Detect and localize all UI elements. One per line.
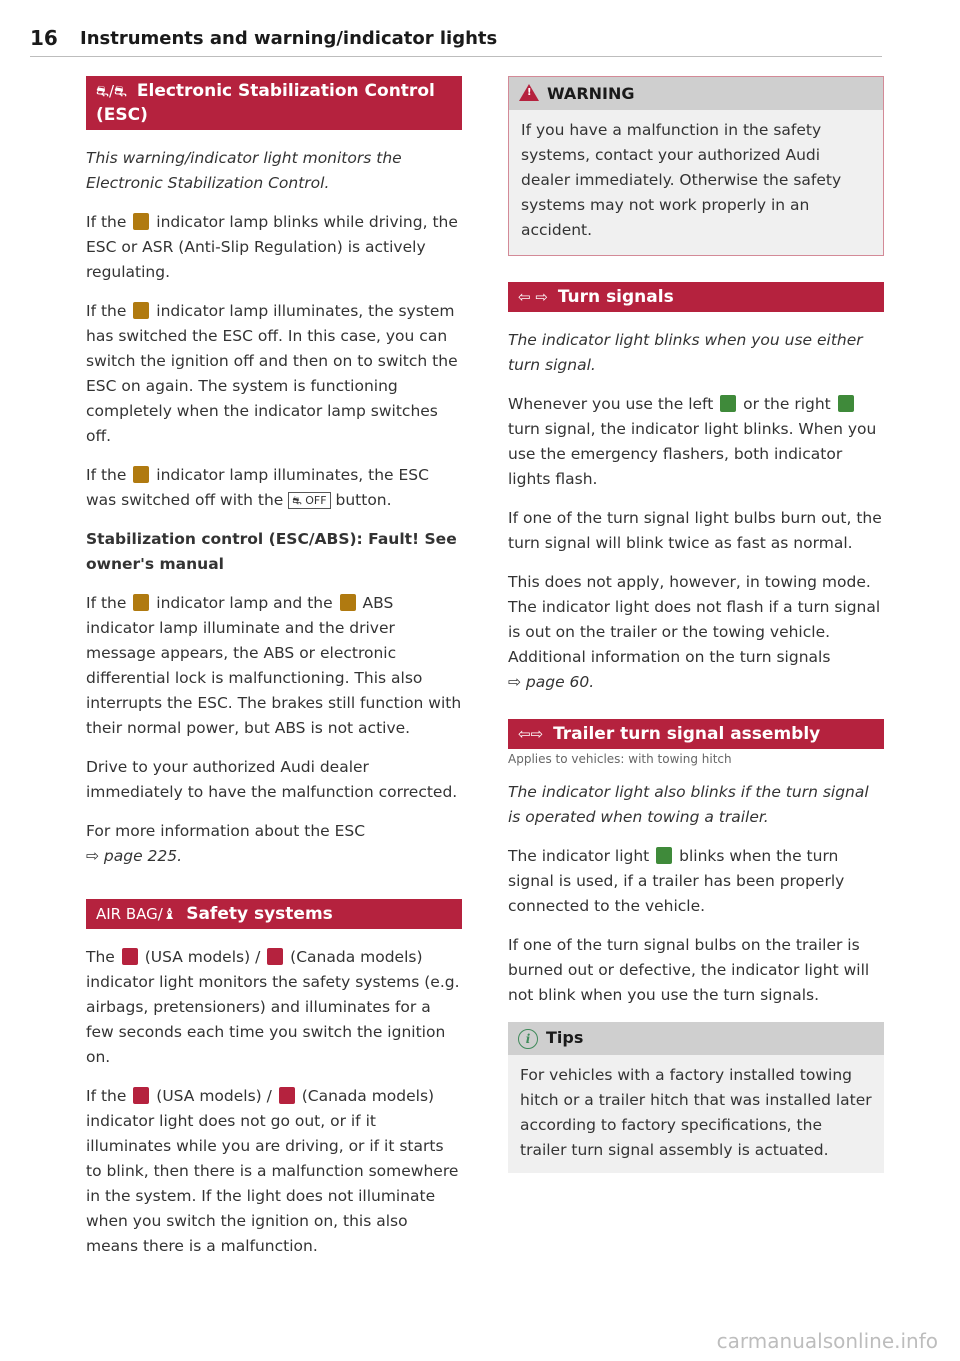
text: If the xyxy=(86,302,127,320)
turn-signals-heading-text: Turn signals xyxy=(557,287,674,307)
esc-indicator-icon xyxy=(133,213,149,230)
esc-off-key: ⛐ OFF xyxy=(288,492,330,509)
trailer-signal-icon: ⇦⇨ xyxy=(518,725,544,743)
text: If the xyxy=(86,594,127,612)
trailer-indicator-icon xyxy=(656,847,672,864)
warning-heading-text: WARNING xyxy=(547,84,635,103)
trailer-heading xyxy=(508,719,884,749)
trailer-heading-text: Trailer turn signal assembly xyxy=(553,724,821,744)
text: indicator lamp blinks while driving, the ESC or ASR (Anti-Slip Regulation) is actively regulating. xyxy=(86,213,458,281)
text: blinks when the turn signal is used, if a trailer has been properly connected to the vehicle. xyxy=(508,847,845,915)
text: (USA models) / xyxy=(144,948,261,966)
esc-off-indicator-icon xyxy=(133,466,149,483)
applies-note: Applies to vehicles: with towing hitch xyxy=(508,752,732,766)
turn-signals-heading xyxy=(508,282,884,312)
abs-indicator-icon xyxy=(340,594,356,611)
text: (USA models) / xyxy=(156,1087,272,1105)
trailer-paragraph-2: If one of the turn signal bulbs on the trailer is burned out or defective, the indicator light will not blink when you use the turn signals. xyxy=(508,936,870,1004)
page-reference-link[interactable]: ⇨ page 225. xyxy=(86,847,183,865)
warning-heading xyxy=(509,77,883,110)
esc-paragraph-5: Drive to your authorized Audi dealer immediately to have the malfunction corrected. xyxy=(86,758,458,801)
text: For more information about the ESC xyxy=(86,822,366,840)
fault-heading: Stabilization control (ESC/ABS): Fault! See owner's manual xyxy=(86,530,457,573)
text: (Canada models) indicator light does not go out, or if it illuminates while you are driving, or if it starts to blink, then there is a malfunction somewhere in the system. If the light does not illuminate when you switch the ignition on, this also means there is a malfunction. xyxy=(86,1087,459,1255)
esc-intro: This warning/indicator light monitors the Electronic Stabilization Control. xyxy=(86,149,402,192)
safety-heading xyxy=(86,899,462,929)
right-turn-indicator-icon xyxy=(838,395,854,412)
text: If the xyxy=(86,1087,127,1105)
esc-indicator-icon xyxy=(133,302,149,319)
airbag-indicator-icon xyxy=(133,1087,149,1104)
esc-paragraph-2 xyxy=(86,299,462,449)
warning-icon xyxy=(519,84,539,101)
text: (Canada models) indicator light monitors the safety systems (e.g. airbags, pretensioners) and illuminates for a few seconds each time you switch the ignition on. xyxy=(86,948,460,1066)
esc-paragraph-6 xyxy=(86,819,462,869)
tips-text: For vehicles with a factory installed towing hitch or a trailer hitch that was installed later according to factory specifications, the trailer turn signal assembly is actuated. xyxy=(520,1066,872,1159)
text: This does not apply, however, in towing mode. The indicator light does not flash if a turn signal is out on the trailer or the towing vehicle. Additional information on the turn signals xyxy=(508,573,881,666)
esc-paragraph-4 xyxy=(86,591,462,741)
text: If the xyxy=(86,466,127,484)
turn-signal-icon: ⇦ ⇨ xyxy=(518,288,548,306)
left-column xyxy=(86,76,462,1273)
text: If the xyxy=(86,213,127,231)
text: indicator lamp illuminates, the ESC was switched off with the xyxy=(86,466,429,509)
turn-paragraph-3 xyxy=(508,570,884,695)
turn-paragraph-1 xyxy=(508,392,884,492)
page-number: 16 xyxy=(30,26,58,50)
esc-heading-text: Electronic Stabilization Control (ESC) xyxy=(96,81,435,125)
info-icon: i xyxy=(518,1029,538,1049)
airbag-indicator-icon xyxy=(122,948,138,965)
esc-icon: ⛐/⛐ xyxy=(96,82,127,100)
right-column xyxy=(508,76,884,1173)
watermark: carmanualsonline.info xyxy=(716,1329,938,1353)
warning-text: If you have a malfunction in the safety systems, contact your authorized Audi dealer immediately. Otherwise the safety systems may not work properly in an accident. xyxy=(521,121,842,239)
tips-heading xyxy=(508,1022,884,1055)
text: ABS indicator lamp illuminate and the driver message appears, the ABS or electronic differential lock is malfunctioning. This also interrupts the ESC. The brakes still function with their normal power, but ABS is not active. xyxy=(86,594,462,737)
tips-box xyxy=(508,1022,884,1173)
safety-heading-text: Safety systems xyxy=(186,904,333,924)
seatbelt-indicator-icon xyxy=(279,1087,295,1104)
esc-paragraph-3 xyxy=(86,463,462,513)
esc-indicator-icon xyxy=(133,594,149,611)
esc-paragraph-1 xyxy=(86,210,462,285)
text: Whenever you use the left xyxy=(508,395,714,413)
page-title: Instruments and warning/indicator lights xyxy=(80,28,498,49)
page-reference-link[interactable]: ⇨ page 60. xyxy=(508,673,595,691)
seatbelt-indicator-icon xyxy=(267,948,283,965)
text: The xyxy=(86,948,115,966)
esc-heading xyxy=(86,76,462,130)
text: The indicator light xyxy=(508,847,650,865)
warning-box xyxy=(508,76,884,256)
text: indicator lamp and the xyxy=(156,594,333,612)
tips-heading-text: Tips xyxy=(546,1028,584,1047)
left-turn-indicator-icon xyxy=(720,395,736,412)
trailer-intro: The indicator light also blinks if the turn signal is operated when towing a trailer. xyxy=(508,783,869,826)
text: button. xyxy=(335,491,392,509)
text: indicator lamp illuminates, the system has switched the ESC off. In this case, you can switch the ignition off and then on to switch the ESC on again. The system is functioning completely when the indicator lamp switches off. xyxy=(86,302,458,445)
safety-paragraph-1 xyxy=(86,945,462,1070)
text: turn signal, the indicator light blinks. When you use the emergency flashers, both indicator lights flash. xyxy=(508,420,877,488)
trailer-paragraph-1 xyxy=(508,844,884,919)
turn-paragraph-2: If one of the turn signal light bulbs burn out, the turn signal will blink twice as fast as normal. xyxy=(508,509,882,552)
airbag-icon: AIR BAG/♝ xyxy=(96,905,177,923)
safety-paragraph-2 xyxy=(86,1084,462,1259)
turn-intro: The indicator light blinks when you use either turn signal. xyxy=(508,331,863,374)
page-header xyxy=(30,24,882,57)
text: or the right xyxy=(743,395,831,413)
